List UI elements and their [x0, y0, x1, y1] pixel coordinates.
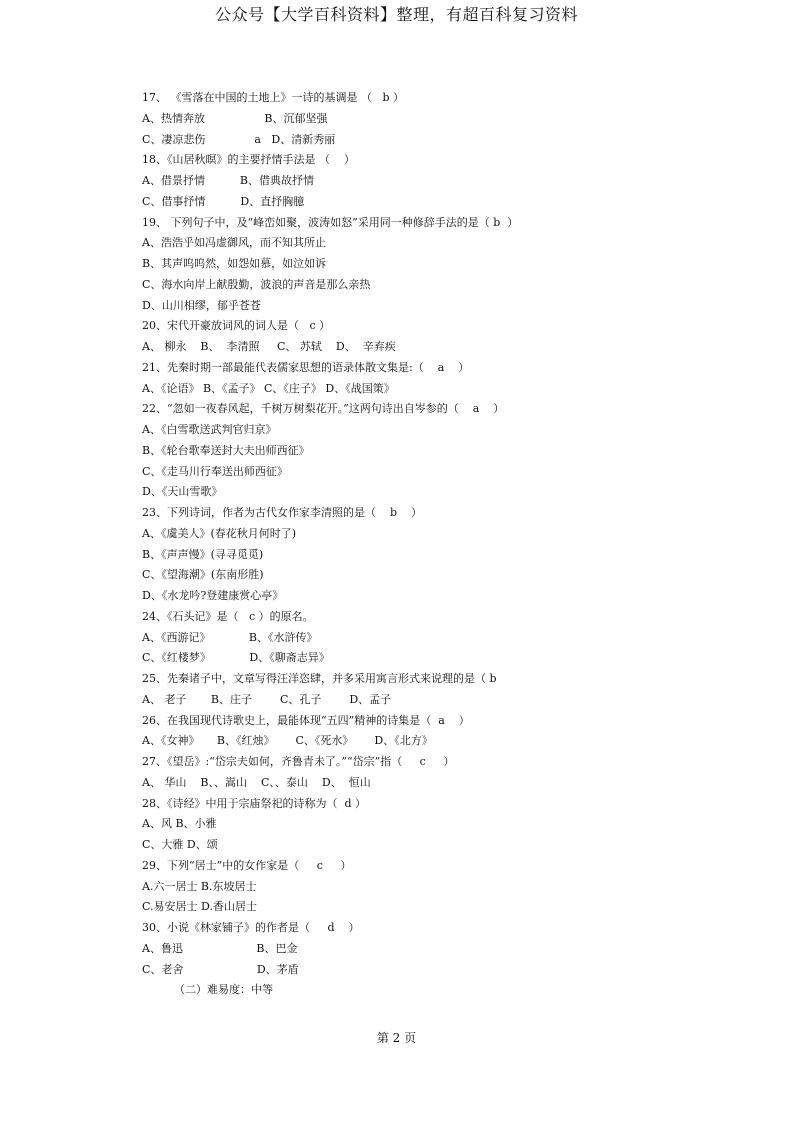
question-18: 18、《山居秋暝》的主要抒情手法是 （ ）	[142, 153, 355, 167]
question-29-options-ab: A.六一居士 B.东坡居士	[142, 879, 257, 893]
question-19-option-b: B、其声呜呜然，如怨如慕，如泣如诉	[142, 257, 327, 270]
question-19-option-c: C、海水向岸上献殷勤，波浪的声音是那么亲热	[142, 277, 371, 291]
question-27-options: A、 华山 B、、嵩山 C、、泰山 D、 恒山	[142, 775, 371, 789]
question-17-options-ab: A、热情奔放 B、沉郁坚强	[142, 111, 328, 125]
question-25: 25、先秦诸子中，文章写得汪洋恣肆，并多采用寓言形式来说理的是（ b	[142, 672, 497, 685]
question-26-options: A、《女神》 B、《红烛》 C、《死水》 D、《北方》	[142, 734, 433, 748]
question-23-option-a: A、《虞美人》(春花秋月何时了)	[142, 526, 297, 540]
question-23: 23、下列诗词，作者为古代女作家李清照的是（ b ）	[142, 506, 423, 519]
question-18-options-cd: C、借事抒情 D、直抒胸臆	[142, 194, 305, 208]
question-23-option-d: D、《水龙吟?登建康赏心亭》	[142, 589, 284, 602]
question-17: 17、 《雪落在中国的土地上》一诗的基调是 （ b ）	[142, 91, 405, 104]
question-26: 26、在我国现代诗歌史上，最能体现“五四”精神的诗集是（ a ）	[142, 713, 470, 727]
question-23-option-c: C、《望海潮》(东南形胜)	[142, 568, 264, 582]
question-21: 21、先秦时期一部最能代表儒家思想的语录体散文集是:（ a ）	[142, 360, 470, 374]
question-22-option-c: C、《走马川行奉送出师西征》	[142, 464, 288, 478]
page-number: 第 2 页	[376, 1031, 417, 1045]
question-22-option-d: D、《天山雪歌》	[142, 485, 223, 499]
section-heading: （二）难易度：中等	[174, 983, 273, 997]
question-29-options-cd: C.易安居士 D.香山居士	[142, 900, 257, 914]
page-header: 公众号【大学百科资料】整理，有超百科复习资料	[214, 5, 578, 24]
question-24-options-ab: A、《西游记》 B、《水浒传》	[142, 630, 318, 644]
question-30: 30、小说《林家铺子》的作者是（ d ）	[142, 921, 360, 934]
question-30-options-ab: A、鲁迅 B、巴金	[142, 941, 298, 955]
question-22-option-a: A、《白雪歌送武判官归京》	[142, 423, 277, 436]
question-22-option-b: B、《轮台歌奉送封大夫出师西征》	[142, 443, 310, 457]
question-list	[142, 88, 762, 1001]
question-23-option-b: B、《声声慢》(寻寻觅觅)	[142, 547, 264, 561]
question-18-options-ab: A、借景抒情 B、借典故抒情	[142, 174, 314, 187]
question-28-options-cd: C、大雅 D、颂	[142, 838, 218, 851]
question-19-option-d: D、山川相缪，郁乎苍苍	[142, 298, 261, 312]
question-30-options-cd: C、老舍 D、茅盾	[142, 962, 299, 976]
question-29: 29、下列“居士”中的女作家是（ c ）	[142, 858, 352, 872]
question-20-options: A、 柳永 B、 李清照 C、 苏轼 D、 辛弃疾	[142, 340, 396, 353]
question-28-options-ab: A、风 B、小雅	[142, 817, 217, 831]
question-19: 19、 下列句子中，及“峰峦如聚，波涛如怒”采用同一种修辞手法的是（ b ）	[142, 215, 519, 229]
question-17-options-cd: C、凄凉悲伤 a D、清新秀丽	[142, 132, 336, 146]
question-19-option-a: A、浩浩乎如冯虚御风，而不知其所止	[142, 236, 326, 250]
question-20: 20、宋代开豪放词风的词人是（ c ）	[142, 319, 331, 333]
question-28: 28、《诗经》中用于宗庙祭祀的诗称为（ d ）	[142, 796, 367, 810]
question-24-options-cd: C、《红楼梦》 D、《聊斋志异》	[142, 651, 330, 665]
question-22: 22、“忽如一夜春风起，千树万树梨花开。”这两句诗出自岑参的（ a ）	[142, 402, 505, 416]
question-25-options: A、 老子 B、庄子 C、孔子 D、孟子	[142, 692, 392, 706]
question-21-options: A、《论语》 B、《孟子》 C、《庄子》 D、《战国策》	[142, 381, 395, 395]
question-24: 24、《石头记》是（ c ）的原名。	[142, 609, 314, 623]
question-27: 27、《望岳》:“岱宗夫如何，齐鲁青未了。”“岱宗”指（ c ）	[142, 755, 455, 768]
